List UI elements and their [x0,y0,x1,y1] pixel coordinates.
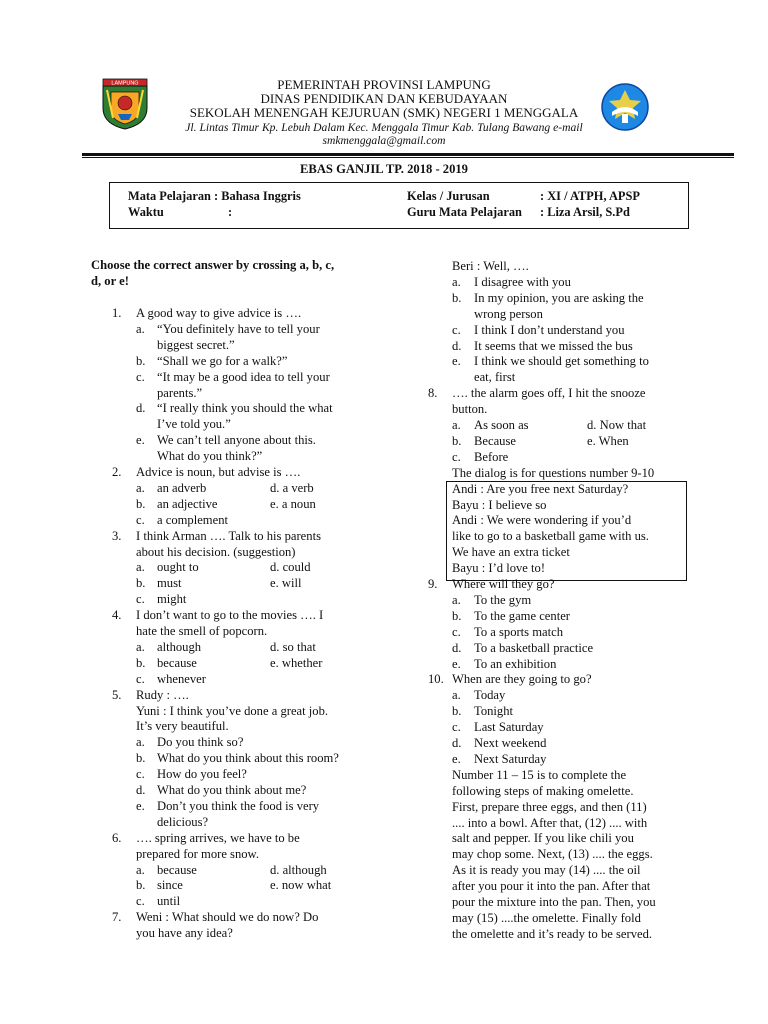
teacher-label: Guru Mata Pelajaran [407,205,522,219]
option-text-right: e. When [587,433,629,448]
question-text: Advice is noun, but advise is …. [136,465,301,479]
option-text-right: d. Now that [587,418,647,432]
option-letter: d. [452,640,462,655]
option-text-line: wrong person [474,306,543,321]
option-text: I disagree with you [474,274,571,289]
question-text-line: prepared for more snow. [136,846,259,861]
header-divider-thin [82,157,734,158]
option-letter: e. [452,354,461,369]
question-text-line: .... into a bowl. After that, (12) .... with [452,815,648,830]
option-text: What do you think about this room? [157,751,339,766]
option-letter: c. [452,322,461,337]
option-text: To a basketball practice [474,640,594,655]
school-email: smkmenggala@gmail.com [322,133,446,147]
option-letter: e. [136,433,145,448]
option-text: because [157,655,197,670]
svg-text:LAMPUNG: LAMPUNG [111,80,139,87]
option-text-line: biggest secret.” [157,337,235,352]
option-letter: a. [136,560,145,575]
question-text: Rudy : …. [136,687,189,702]
question-text-line: may (15) ....the omelette. Finally fold [452,910,641,925]
option-text: “It may be a good idea to tell your [157,369,330,384]
option-letter: c. [136,894,145,909]
option-letter: a. [452,274,461,289]
school-name: SEKOLAH MENENGAH KEJURUAN (SMK) NEGERI 1 MENGGALA [189,105,579,121]
option-text: although [157,639,202,654]
option-letter: b. [452,290,462,305]
option-text: a complement [157,512,228,527]
question-text-line: hate the smell of popcorn. [136,624,268,638]
option-text: Tonight [474,704,513,719]
option-text-line: I’ve told you.” [157,417,231,432]
option-text: Because [474,433,516,448]
option-text: “Shall we go for a walk?” [157,353,288,368]
option-text-right: e. now what [270,878,332,893]
question-number: 6. [112,830,122,845]
question-text: I think Arman …. Talk to his parents [136,528,321,543]
option-text: What do you think about me? [157,783,307,797]
question-number: 2. [112,465,122,479]
option-text: an adverb [157,480,207,495]
option-text: an adjective [157,496,218,511]
option-letter: c. [452,624,461,639]
option-letter: c. [136,512,145,527]
teacher-value: : Liza Arsil, S.Pd [540,205,630,219]
school-letterhead [0,78,768,147]
option-letter: c. [136,671,145,686]
option-text: might [157,592,187,607]
option-text-right: e. whether [270,655,323,670]
option-letter: d. [452,338,462,353]
time-label: Waktu [128,205,164,219]
option-text: I think we should get something to [474,354,649,369]
department-name: DINAS PENDIDIKAN DAN KEBUDAYAAN [260,91,508,107]
option-letter: b. [136,655,146,670]
question-text: I don’t want to go to the movies …. I [136,608,324,623]
question-text-line: Number 11 – 15 is to complete the [452,767,627,782]
option-text-right: e. will [270,576,302,591]
option-letter: e. [452,656,461,671]
question-text-line: the omelette and it’s ready to be served. [452,926,653,941]
option-text-right: d. a verb [270,480,314,495]
instructions-line-1: Choose the correct answer by crossing a, b, c, [91,258,335,272]
option-letter: c. [452,449,461,464]
option-text: “You definitely have to tell your [157,321,320,336]
dialog-line: Bayu : I believe so [452,497,547,512]
option-letter: d. [136,401,146,416]
option-letter: e. [136,798,145,813]
option-letter: b. [452,433,462,448]
option-letter: d. [452,736,462,750]
question-text-line: salt and pepper. If you like chili you [452,831,634,846]
option-letter: c. [136,767,145,782]
option-text: How do you feel? [157,767,247,782]
question-number: 8. [428,386,438,401]
option-letter: a. [136,735,145,750]
question-text: A good way to give advice is …. [136,306,302,320]
option-text: To the gym [474,592,532,607]
option-text: until [157,894,181,909]
option-text: To the game center [474,608,570,623]
time-colon: : [228,205,233,219]
class-value: : XI / ATPH, APSP [540,189,640,203]
option-text: To a sports match [474,624,564,639]
option-letter: b. [452,608,462,623]
option-letter: b. [136,496,146,511]
dialog-line: We have an extra ticket [452,545,570,560]
question-text-line: about his decision. (suggestion) [136,544,296,559]
option-text: must [157,576,182,591]
option-text-right: e. a noun [270,496,316,511]
option-text: Next Saturday [474,751,547,766]
question-text-line: As it is ready you may (14) .... the oil [452,863,641,878]
option-text: To an exhibition [474,656,557,671]
option-letter: a. [452,418,461,432]
option-text-right: d. so that [270,639,316,654]
question-text-line: pour the mixture into the pan. Then, you [452,895,656,909]
subject-label: Mata Pelajaran : Bahasa Inggris [128,189,301,203]
option-text-line: parents.” [157,385,203,400]
option-text: Before [474,449,509,464]
question-text-line: after you pour it into the pan. After that [452,879,651,894]
option-text: Last Saturday [474,720,544,735]
option-letter: b. [452,704,462,719]
option-text-right: d. could [270,560,311,575]
dialog-line: like to go to a basketball game with us. [452,529,649,544]
question-text-line: you have any idea? [136,926,233,941]
exam-info-box [109,182,689,229]
question-number: 4. [112,608,122,623]
exam-title: EBAS GANJIL TP. 2018 - 2019 [300,162,468,176]
option-text: It seems that we missed the bus [474,338,633,353]
question-number: 3. [112,528,122,543]
option-letter: d. [136,783,146,797]
option-letter: b. [136,878,146,893]
question-text-line: The dialog is for questions number 9-10 [452,465,655,480]
question-text-line: may chop some. Next, (13) .... the eggs. [452,847,653,862]
question-text: Weni : What should we do now? Do [136,910,319,925]
option-text: Don’t you think the food is very [157,798,320,813]
dialog-box [446,481,687,581]
question-text-line: Yuni : I think you’ve done a great job. [136,703,329,718]
question-text-line: It’s very beautiful. [136,719,229,734]
class-label: Kelas / Jurusan [407,189,490,203]
option-letter: a. [136,862,145,877]
option-letter: e. [452,751,461,766]
option-letter: a. [136,321,145,336]
option-text: As soon as [474,418,529,432]
question-number: 1. [112,306,122,320]
option-text: since [157,878,183,893]
option-letter: a. [452,592,461,607]
option-text: Today [474,688,506,703]
instructions-line-2: d, or e! [91,274,129,288]
option-letter: c. [136,592,145,607]
option-letter: c. [136,369,145,384]
option-text: Do you think so? [157,735,244,750]
dialog-line: Andi : Are you free next Saturday? [452,481,629,496]
option-letter: a. [452,688,461,703]
option-text: ought to [157,560,199,575]
question-text: …. spring arrives, we have to be [136,830,300,845]
dialog-line: Andi : We were wondering if you’d [452,513,632,528]
option-text: because [157,862,197,877]
question-number: 10. [428,672,444,687]
option-text: Next weekend [474,736,547,750]
option-text: In my opinion, you are asking the [474,290,644,305]
question-text: …. the alarm goes off, I hit the snooze [452,386,646,401]
option-text: We can’t tell anyone about this. [157,433,316,448]
option-letter: b. [136,576,146,591]
option-text-line: delicious? [157,814,209,829]
option-letter: b. [136,751,146,766]
option-text: whenever [157,671,206,686]
dialog-line: Bayu : I’d love to! [452,561,546,576]
header-divider [82,153,734,156]
question-number: 7. [112,910,122,925]
question-number: 5. [112,687,122,702]
option-letter: c. [452,720,461,735]
option-letter: a. [136,639,145,654]
government-name: PEMERINTAH PROVINSI LAMPUNG [277,77,491,92]
question-text-line: Beri : Well, …. [452,259,529,273]
option-letter: a. [136,480,145,495]
question-number: 9. [428,577,438,591]
option-text-right: d. although [270,862,327,877]
question-text-line: First, prepare three eggs, and then (11) [452,799,647,814]
option-text-line: eat, first [474,370,516,385]
option-text: I think I don’t understand you [474,322,625,337]
question-text: Where will they go? [452,577,555,591]
question-text: When are they going to go? [452,672,592,687]
option-text: “I really think you should the what [157,401,333,416]
question-text-line: following steps of making omelette. [452,783,634,798]
school-address: Jl. Lintas Timur Kp. Lebuh Dalam Kec. Menggala Timur Kab. Tulang Bawang e-mail [185,120,583,134]
option-text-line: What do you think?” [157,449,263,464]
question-text-line: button. [452,402,488,417]
option-letter: b. [136,353,146,368]
